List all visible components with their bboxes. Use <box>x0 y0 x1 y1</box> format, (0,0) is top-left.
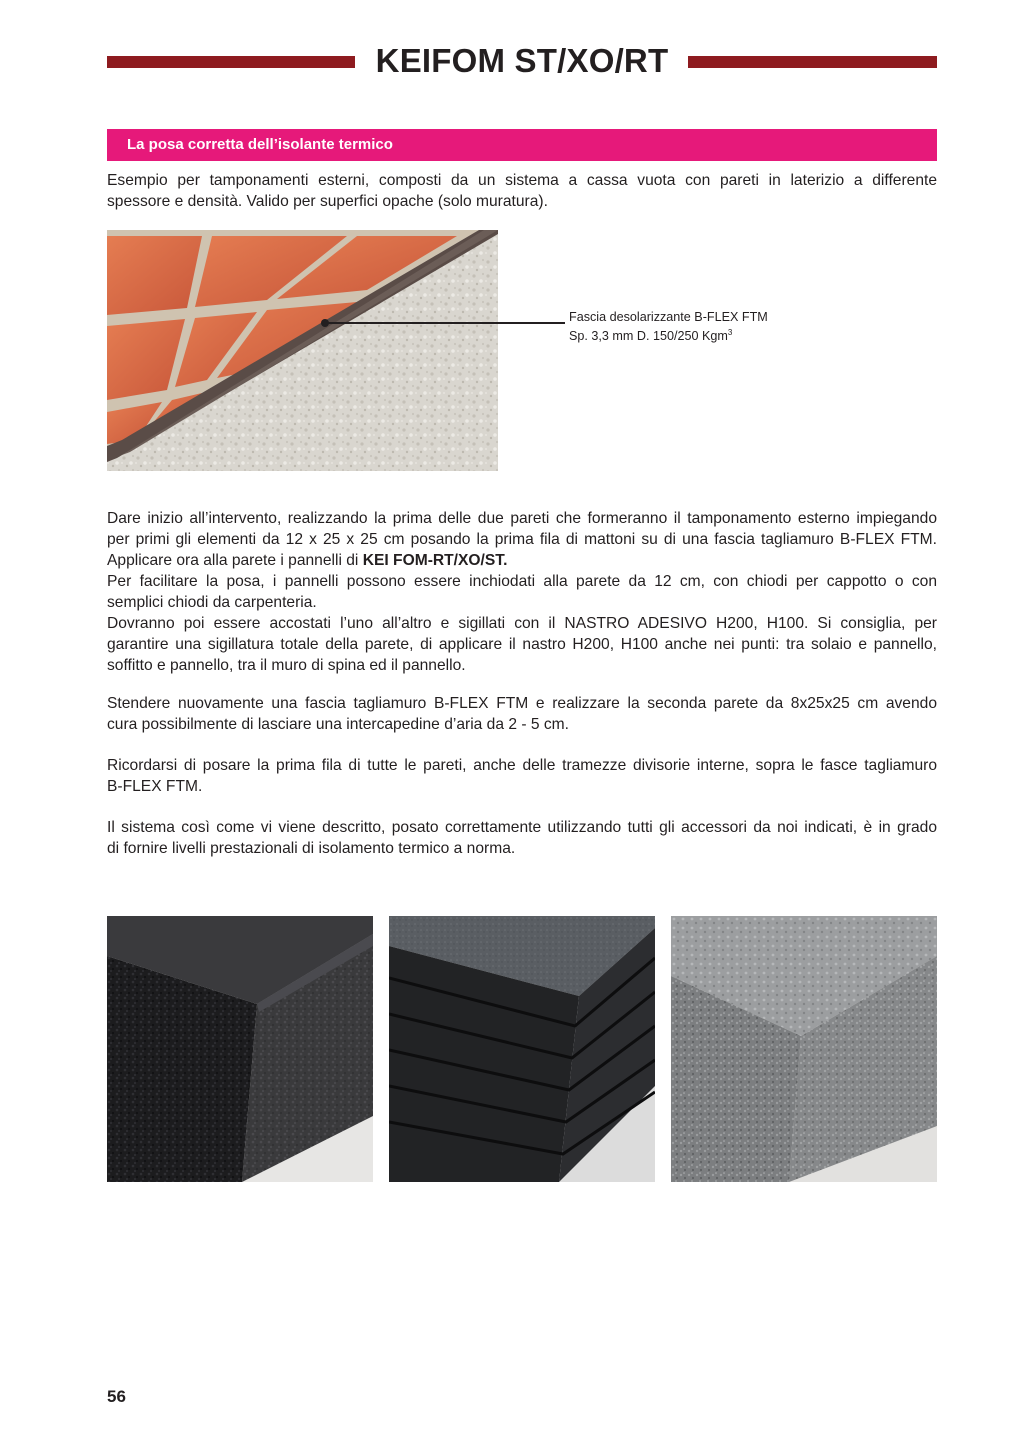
text-line: B-FLEX FTM. <box>107 778 203 795</box>
text-line: cura possibilmente di lasciare una intercapedine d’aria da 2 - 5 cm. <box>107 716 569 733</box>
callout-line-2: Sp. 3,3 mm D. 150/250 Kgm$^3$ <box>569 328 733 344</box>
foam-panel-photo-layered <box>389 916 655 1182</box>
figure-callout <box>569 309 768 344</box>
text-line: di fornire livelli prestazionali di isolamento termico a norma. <box>107 840 516 857</box>
text-line: semplici chiodi da carpenteria. <box>107 594 317 611</box>
section-heading: La posa corretta dell’isolante termico <box>107 129 937 161</box>
page-header <box>107 40 937 84</box>
intro-paragraph <box>107 170 937 212</box>
header-rule-left <box>107 56 355 68</box>
text-line: Applicare ora alla parete i pannelli di KEI FOM-RT/XO/ST. <box>107 552 508 569</box>
text-line: Esempio per tamponamenti esterni, composti da un sistema a cassa vuota con pareti in laterizio a differente <box>107 172 937 189</box>
product-name: KEI FOM-RT/XO/ST. <box>362 552 508 569</box>
body-paragraph-3 <box>107 613 937 676</box>
page-title: KEIFOM ST/XO/RT <box>375 42 669 79</box>
callout-leader-line <box>325 322 565 324</box>
text-line: soffitto e pannello, tra il muro di spina ed il pannello. <box>107 657 466 674</box>
text-line: Ricordarsi di posare la prima fila di tutte le pareti, anche delle tramezze divisorie interne, sopra le fasce tagliamuro <box>107 757 937 774</box>
text-line: garantire una sigillatura totale della parete, di applicare il nastro H200, H100 anche nei punti: tra solaio e pannello, <box>107 636 937 653</box>
text-line: per primi gli elementi da 12 x 25 x 25 cm posando la prima fila di mattoni su di una fascia tagliamuro B-FLEX FTM. <box>107 531 937 548</box>
body-paragraph-6 <box>107 817 937 859</box>
foam-panel-photo-black <box>107 916 373 1182</box>
text-line: Dare inizio all’intervento, realizzando la prima delle due pareti che formeranno il tamponamento esterno impiegando <box>107 510 937 527</box>
page-number: 56 <box>107 1387 126 1406</box>
brick-wall-illustration <box>107 230 498 471</box>
brick-wall-photo <box>107 230 498 471</box>
header-rule-right <box>688 56 937 68</box>
body-paragraph-4 <box>107 693 937 735</box>
body-paragraph-5 <box>107 755 937 797</box>
text-line: Dovranno poi essere accostati l’uno all’altro e sigillati con il NASTRO ADESIVO H200, H100. Si consiglia, per <box>107 615 937 632</box>
callout-line-1: Fascia desolarizzante B-FLEX FTM <box>569 310 768 324</box>
body-paragraph-1 <box>107 508 937 571</box>
text-line: Il sistema così come vi viene descritto, posato correttamente utilizzando tutti gli accessori da noi indicati, è in grado <box>107 819 937 836</box>
text-line: Per facilitare la posa, i pannelli possono essere inchiodati alla parete da 12 cm, con chiodi per cappotto o con <box>107 573 937 590</box>
body-paragraph-2 <box>107 571 937 613</box>
foam-black-illustration <box>107 916 373 1182</box>
text-line: Stendere nuovamente una fascia tagliamuro B-FLEX FTM e realizzare la seconda parete da 8x25x25 cm avendo <box>107 695 937 712</box>
foam-layered-illustration <box>389 916 655 1182</box>
foam-grey-illustration <box>671 916 937 1182</box>
text-line: spessore e densità. Valido per superfici opache (solo muratura). <box>107 193 548 210</box>
foam-panel-photo-grey <box>671 916 937 1182</box>
